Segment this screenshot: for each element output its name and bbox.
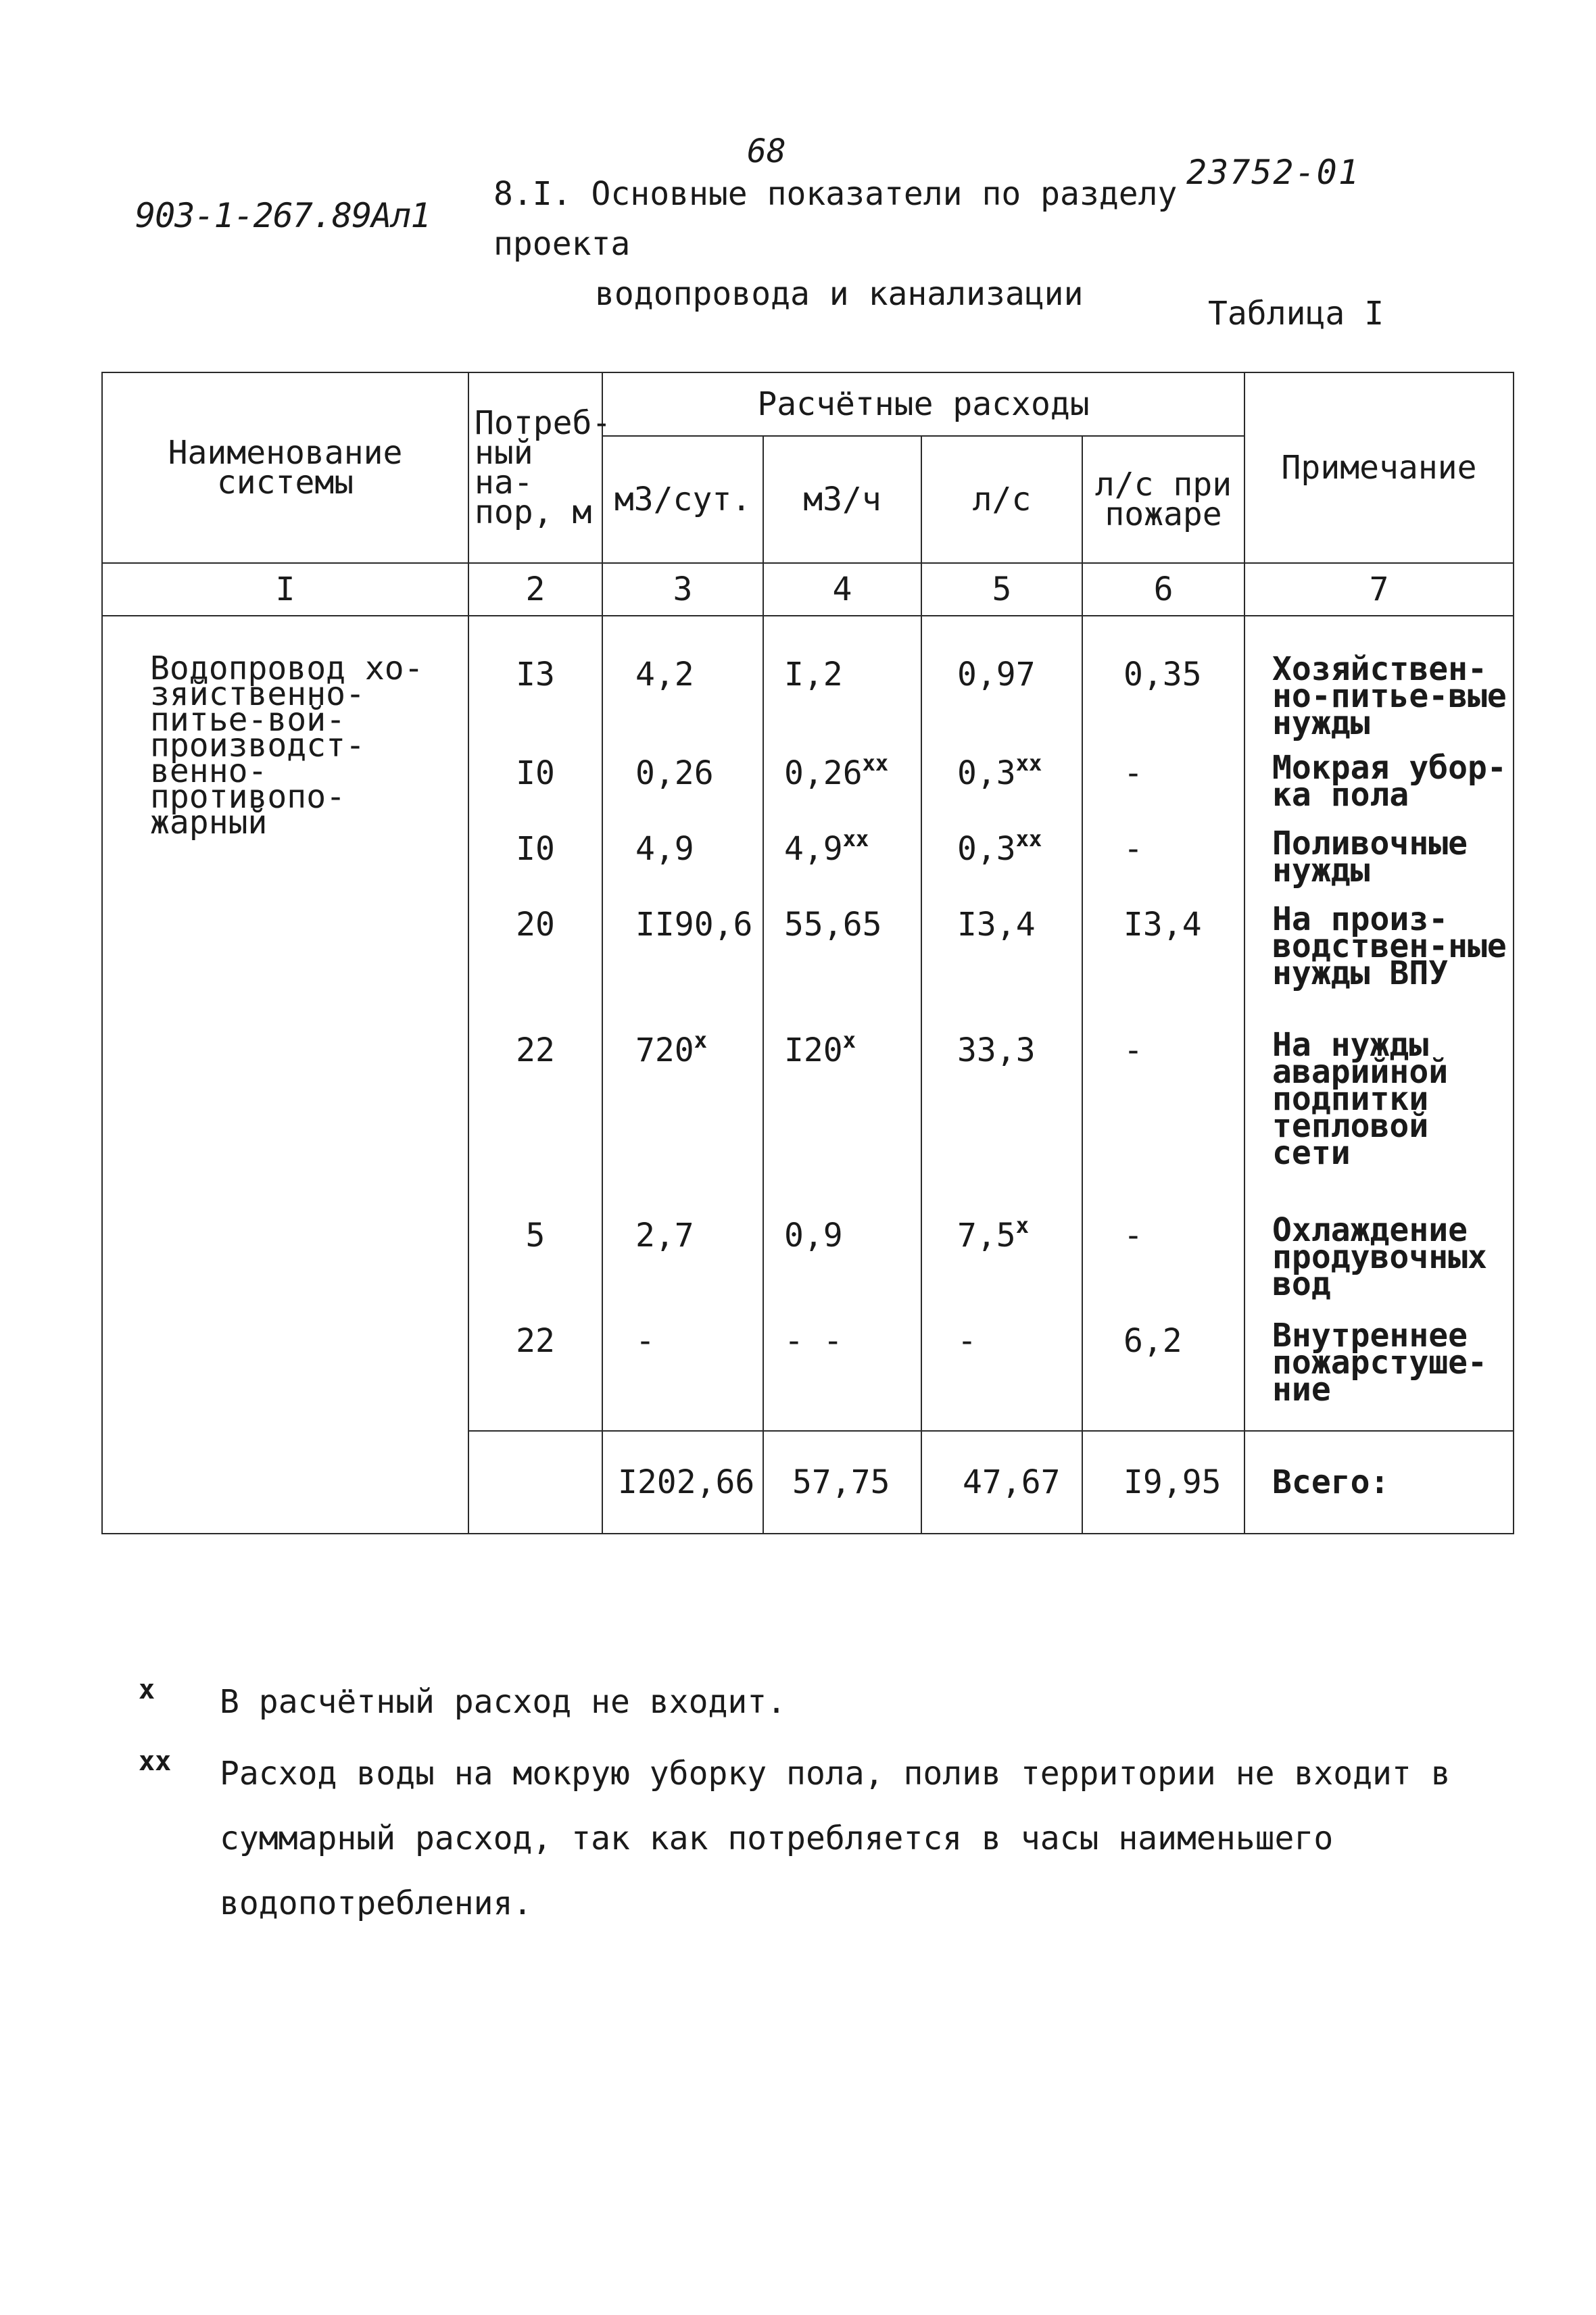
- column-number: 7: [1244, 563, 1514, 616]
- table-cell: 22: [516, 1031, 555, 1069]
- table-cell: -: [1123, 754, 1143, 792]
- header-m3-per-hour: м3/ч: [763, 436, 921, 563]
- table-cell: 6,2: [1123, 1322, 1182, 1360]
- footnote-mark: x: [694, 1027, 707, 1053]
- table-cell: На произ-водствен-ные нужды ВПУ: [1272, 900, 1507, 992]
- table-cell: I20$^x$: [784, 1027, 856, 1069]
- table-cell: 720$^x$: [635, 1027, 707, 1069]
- table-cell: 4,9: [635, 830, 694, 868]
- table-cell: 0,3$^{xx}$: [957, 826, 1042, 868]
- table-cell: Хозяйствен-но-питье-вые нужды: [1272, 650, 1507, 742]
- column-numbers-row: [102, 563, 1514, 616]
- table-cell: 0,97: [957, 656, 1036, 693]
- column-number: 2: [468, 563, 602, 616]
- total-l-s: 47,67: [921, 1431, 1082, 1534]
- total-row: [102, 1431, 1514, 1534]
- page-number: 68: [747, 132, 786, 170]
- table-cell: -: [1123, 1217, 1143, 1254]
- system-name-cell: Водопровод хо-зяйственно-питье-вой-производст-венно-противопо-жарный: [102, 616, 468, 1431]
- table-cell: 33,3: [957, 1031, 1036, 1069]
- section-title-line-2: водопровода и канализации: [595, 275, 1084, 313]
- table-cell: Мокрая убор-ка пола: [1272, 749, 1507, 814]
- footnote-text: Расход воды на мокрую уборку пола, полив территории не входит в суммарный расход, так как потребляется в часы наименьшего водопотребления.: [220, 1755, 1451, 1922]
- column-number: 6: [1082, 563, 1244, 616]
- table-cell: 0,35: [1123, 656, 1202, 693]
- table-cell: II90,6: [635, 906, 753, 944]
- column-number: 5: [921, 563, 1082, 616]
- table-cell: 55,65: [784, 906, 882, 944]
- table-cell: -: [635, 1322, 655, 1360]
- indicators-table: [101, 372, 1514, 1534]
- table-cell: -: [1123, 830, 1143, 868]
- l-s-fire-column: [1082, 616, 1244, 1431]
- footnotes: [139, 1670, 1491, 1936]
- table-cell: На нужды аварийной подпитки тепловой сети: [1272, 1026, 1449, 1172]
- l-s-column: [921, 616, 1082, 1431]
- table-cell: I0: [516, 754, 555, 792]
- table-cell: I3: [516, 656, 555, 693]
- table-cell: 2,7: [635, 1217, 694, 1254]
- table-cell: - -: [784, 1322, 843, 1360]
- note-column: [1244, 616, 1514, 1431]
- footnote-mark: xx: [842, 826, 869, 852]
- table-cell: Внутреннее пожарстуше-ние: [1272, 1317, 1487, 1409]
- table-cell: I3,4: [957, 906, 1036, 944]
- table-cell: Поливочные нужды: [1272, 825, 1468, 890]
- total-m3-hour: 57,75: [763, 1431, 921, 1534]
- table-cell: Охлаждение продувочных вод: [1272, 1211, 1487, 1303]
- header-m3-per-day: м3/сут.: [602, 436, 763, 563]
- table-cell: 7,5$^x$: [957, 1213, 1029, 1254]
- table-cell: 0,26$^{xx}$: [784, 750, 889, 792]
- footnote: [139, 1741, 1491, 1936]
- header-system-name: Наименование системы: [102, 372, 468, 563]
- table-cell: 0,9: [784, 1217, 843, 1254]
- column-number: 3: [602, 563, 763, 616]
- total-m3-day: I202,66: [602, 1431, 763, 1534]
- header-l-per-s-fire: л/с при пожаре: [1082, 436, 1244, 563]
- table-cell: I,2: [784, 656, 843, 693]
- footnote-mark: x: [842, 1027, 856, 1053]
- table-cell: 22: [516, 1322, 555, 1360]
- m3-day-column: [602, 616, 763, 1431]
- header-l-per-s: л/с: [921, 436, 1082, 563]
- indicators-table-wrap: [101, 372, 1513, 1534]
- table-caption: Таблица I: [1208, 295, 1384, 333]
- table-cell: 4,9$^{xx}$: [784, 826, 869, 868]
- footnote-mark: xx: [1015, 750, 1042, 776]
- footnote-mark: xx: [862, 750, 889, 776]
- table-cell: 20: [516, 906, 555, 944]
- table-cell: I0: [516, 830, 555, 868]
- table-cell: [468, 1431, 602, 1534]
- document-code: 903-1-267.89Ал1: [135, 196, 431, 235]
- column-number: 4: [763, 563, 921, 616]
- table-body-row: [102, 616, 1514, 1431]
- table-cell: -: [957, 1322, 977, 1360]
- table-cell: -: [1123, 1031, 1143, 1069]
- footnote-mark: xx: [139, 1746, 172, 1777]
- footnote-mark: xx: [1015, 826, 1042, 852]
- footnote-text: В расчётный расход не входит.: [220, 1683, 787, 1721]
- footnote: [139, 1670, 1491, 1734]
- inventory-number: 23752-01: [1186, 153, 1360, 192]
- column-number: I: [102, 563, 468, 616]
- table-cell: 5: [525, 1217, 546, 1254]
- total-label: Всего:: [1244, 1431, 1514, 1534]
- table-cell: 0,26: [635, 754, 714, 792]
- table-cell: [102, 1431, 468, 1534]
- header-design-flows: Расчётные расходы: [602, 372, 1244, 436]
- table-cell: 0,3$^{xx}$: [957, 750, 1042, 792]
- head-column: [468, 616, 602, 1431]
- section-title: [493, 169, 1305, 319]
- total-l-s-fire: I9,95: [1082, 1431, 1244, 1534]
- table-cell: I3,4: [1123, 906, 1202, 944]
- m3-hour-column: [763, 616, 921, 1431]
- table-cell: 4,2: [635, 656, 694, 693]
- header-row-main: [102, 372, 1514, 436]
- header-note: Примечание: [1244, 372, 1514, 563]
- section-title-line-1: 8.I. Основные показатели по разделу проекта: [493, 175, 1178, 263]
- header-required-head: Потреб-ный на-пор, м: [468, 372, 602, 563]
- footnote-mark: x: [139, 1674, 155, 1705]
- footnote-mark: x: [1015, 1213, 1029, 1238]
